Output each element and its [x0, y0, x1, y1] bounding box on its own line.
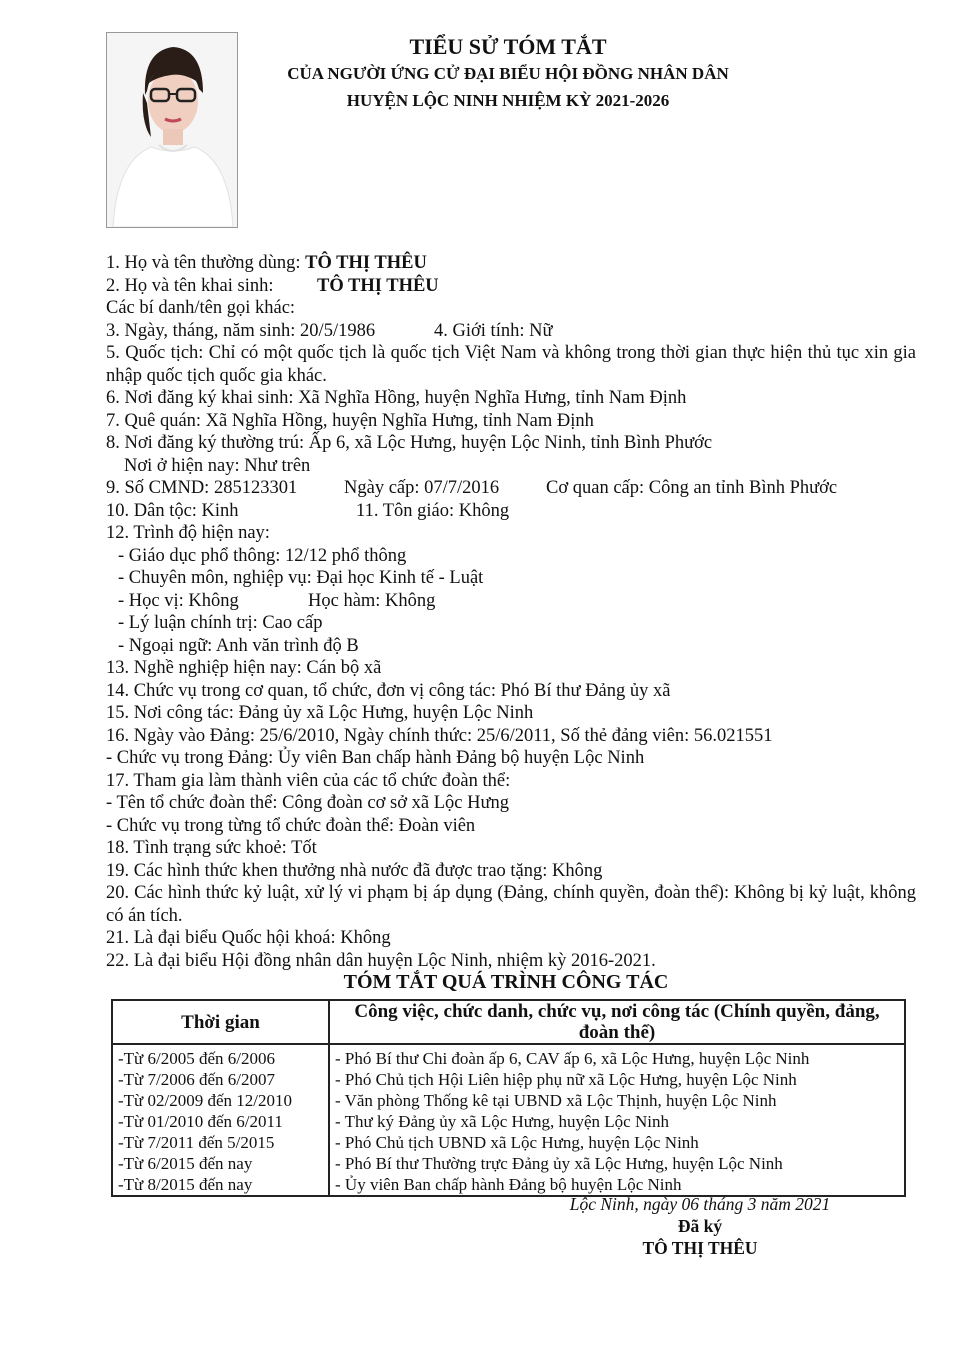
current-occupation: 13. Nghề nghiệp hiện nay: Cán bộ xã — [106, 658, 382, 678]
disciplinary-record: 20. Các hình thức kỷ luật, xử lý vi phạm bị áp dụng (Đảng, chính quyền, đoàn thể): Không bị kỷ luật, không có án tích. — [106, 883, 916, 926]
table-row — [112, 1132, 905, 1153]
work-history-table — [111, 999, 906, 1197]
signer-name: TÔ THỊ THÊU — [642, 1238, 758, 1258]
table-row — [112, 1111, 905, 1132]
bio-line-3-4 — [106, 320, 916, 343]
nationality: 5. Quốc tịch: Chỉ có một quốc tịch là quốc tịch Việt Nam và không trong thời gian thực hiện thủ tục xin gia nhập quốc tịch quốc gia khác. — [106, 343, 916, 386]
common-name-value: TÔ THỊ THÊU — [305, 253, 427, 273]
time-cell: -Từ 8/2015 đến nay — [112, 1174, 329, 1196]
job-cell: - Phó Bí thư Chi đoàn ấp 6, CAV ấp 6, xã Lộc Hưng, huyện Lộc Ninh — [329, 1044, 905, 1069]
ethnicity: 10. Dân tộc: Kinh — [106, 500, 239, 521]
bio-section — [106, 252, 916, 972]
council-delegate: 22. Là đại biểu Hội đồng nhân dân huyện Lộc Ninh, nhiệm kỳ 2016-2021. — [106, 950, 656, 971]
document-subtitle-1: CỦA NGƯỜI ỨNG CỬ ĐẠI BIỂU HỘI ĐỒNG NHÂN DÂN — [287, 64, 729, 83]
id-number: 9. Số CMND: 285123301 — [106, 478, 298, 498]
table-header-row — [112, 1000, 905, 1044]
document-title: TIỂU SỬ TÓM TẮT — [409, 34, 607, 59]
general-education: - Giáo dục phổ thông: 12/12 phổ thông — [118, 545, 407, 566]
education-heading: 12. Trình độ hiện nay: — [106, 523, 270, 543]
job-cell: - Phó Chủ tịch UBND xã Lộc Hưng, huyện Lộc Ninh — [329, 1132, 905, 1153]
column-header-time: Thời gian — [112, 1000, 329, 1044]
time-cell: -Từ 7/2011 đến 5/2015 — [112, 1132, 329, 1153]
academic-title: Học hàm: Không — [308, 590, 436, 611]
hometown: 7. Quê quán: Xã Nghĩa Hồng, huyện Nghĩa Hưng, tỉnh Nam Định — [106, 410, 594, 431]
column-header-job: Công việc, chức danh, chức vụ, nơi công tác (Chính quyền, đảng, đoàn thể) — [329, 1000, 905, 1044]
organizations-heading: 17. Tham gia làm thành viên của các tổ chức đoàn thể: — [106, 770, 511, 791]
gender: 4. Giới tính: Nữ — [434, 320, 553, 341]
workplace: 15. Nơi công tác: Đảng ủy xã Lộc Hưng, huyện Lộc Ninh — [106, 703, 534, 723]
party-position: - Chức vụ trong Đảng: Ủy viên Ban chấp hành Đảng bộ huyện Lộc Ninh — [106, 748, 645, 768]
job-cell: - Ủy viên Ban chấp hành Đảng bộ huyện Lộc Ninh — [329, 1174, 905, 1196]
professional-qualification: - Chuyên môn, nghiệp vụ: Đại học Kinh tế - Luật — [118, 568, 484, 588]
birth-name-value: TÔ THỊ THÊU — [317, 275, 439, 296]
health-status: 18. Tình trạng sức khoẻ: Tốt — [106, 838, 317, 858]
table-row — [112, 1044, 905, 1069]
bio-line-9 — [106, 477, 916, 500]
time-cell: -Từ 7/2006 đến 6/2007 — [112, 1069, 329, 1090]
foreign-language: - Ngoại ngữ: Anh văn trình độ B — [118, 635, 359, 656]
current-residence: Nơi ở hiện nay: Như trên — [124, 455, 311, 476]
organization-name: - Tên tổ chức đoàn thể: Công đoàn cơ sở xã Lộc Hưng — [106, 793, 510, 813]
bio-line-2 — [106, 275, 916, 298]
job-cell: - Thư ký Đảng ủy xã Lộc Hưng, huyện Lộc Ninh — [329, 1111, 905, 1132]
signing-date: Lộc Ninh, ngày 06 tháng 3 năm 2021 — [569, 1194, 831, 1214]
job-cell: - Phó Bí thư Thường trực Đảng ủy xã Lộc Hưng, huyện Lộc Ninh — [329, 1153, 905, 1174]
portrait-photo — [106, 32, 238, 228]
political-theory: - Lý luận chính trị: Cao cấp — [118, 613, 323, 633]
table-row — [112, 1153, 905, 1174]
bio-line-1 — [106, 252, 916, 275]
work-history-title: TÓM TẮT QUÁ TRÌNH CÔNG TÁC — [343, 971, 669, 993]
bio-line-10-11 — [106, 500, 916, 523]
job-cell: - Văn phòng Thống kê tại UBND xã Lộc Thịnh, huyện Lộc Ninh — [329, 1090, 905, 1111]
awards: 19. Các hình thức khen thưởng nhà nước đã được trao tặng: Không — [106, 860, 603, 881]
portrait-image — [107, 33, 237, 227]
organization-position: - Chức vụ trong từng tổ chức đoàn thể: Đoàn viên — [106, 815, 476, 836]
current-position: 14. Chức vụ trong cơ quan, tổ chức, đơn vị công tác: Phó Bí thư Đảng ủy xã — [106, 680, 671, 701]
common-name-label: 1. Họ và tên thường dùng: — [106, 253, 306, 273]
signature-block — [500, 1193, 900, 1259]
time-cell: -Từ 6/2005 đến 6/2006 — [112, 1044, 329, 1069]
permanent-residence: 8. Nơi đăng ký thường trú: Ấp 6, xã Lộc Hưng, huyện Lộc Ninh, tỉnh Bình Phước — [106, 433, 713, 453]
time-cell: -Từ 02/2009 đến 12/2010 — [112, 1090, 329, 1111]
academic-degree: - Học vị: Không — [118, 590, 239, 611]
religion: 11. Tôn giáo: Không — [356, 500, 510, 521]
birth-registration-place: 6. Nơi đăng ký khai sinh: Xã Nghĩa Hồng, huyện Nghĩa Hưng, tỉnh Nam Định — [106, 388, 687, 408]
national-assembly-delegate: 21. Là đại biểu Quốc hội khoá: Không — [106, 928, 391, 948]
id-issuer: Cơ quan cấp: Công an tỉnh Bình Phước — [546, 478, 838, 498]
time-cell: -Từ 6/2015 đến nay — [112, 1153, 329, 1174]
party-membership: 16. Ngày vào Đảng: 25/6/2010, Ngày chính thức: 25/6/2011, Số thẻ đảng viên: 56.021551 — [106, 725, 773, 746]
signed-note: Đã ký — [677, 1216, 723, 1236]
document-subtitle-2: HUYỆN LỘC NINH NHIỆM KỲ 2021-2026 — [346, 91, 670, 110]
degree-line — [106, 590, 916, 613]
date-of-birth: 3. Ngày, tháng, năm sinh: 20/5/1986 — [106, 320, 376, 341]
document-header — [240, 34, 776, 114]
id-issue-date: Ngày cấp: 07/7/2016 — [344, 478, 500, 498]
table-row — [112, 1090, 905, 1111]
table-row — [112, 1069, 905, 1090]
job-cell: - Phó Chủ tịch Hội Liên hiệp phụ nữ xã Lộc Hưng, huyện Lộc Ninh — [329, 1069, 905, 1090]
alias-line: Các bí danh/tên gọi khác: — [106, 298, 296, 318]
birth-name-label: 2. Họ và tên khai sinh: — [106, 275, 274, 296]
time-cell: -Từ 01/2010 đến 6/2011 — [112, 1111, 329, 1132]
